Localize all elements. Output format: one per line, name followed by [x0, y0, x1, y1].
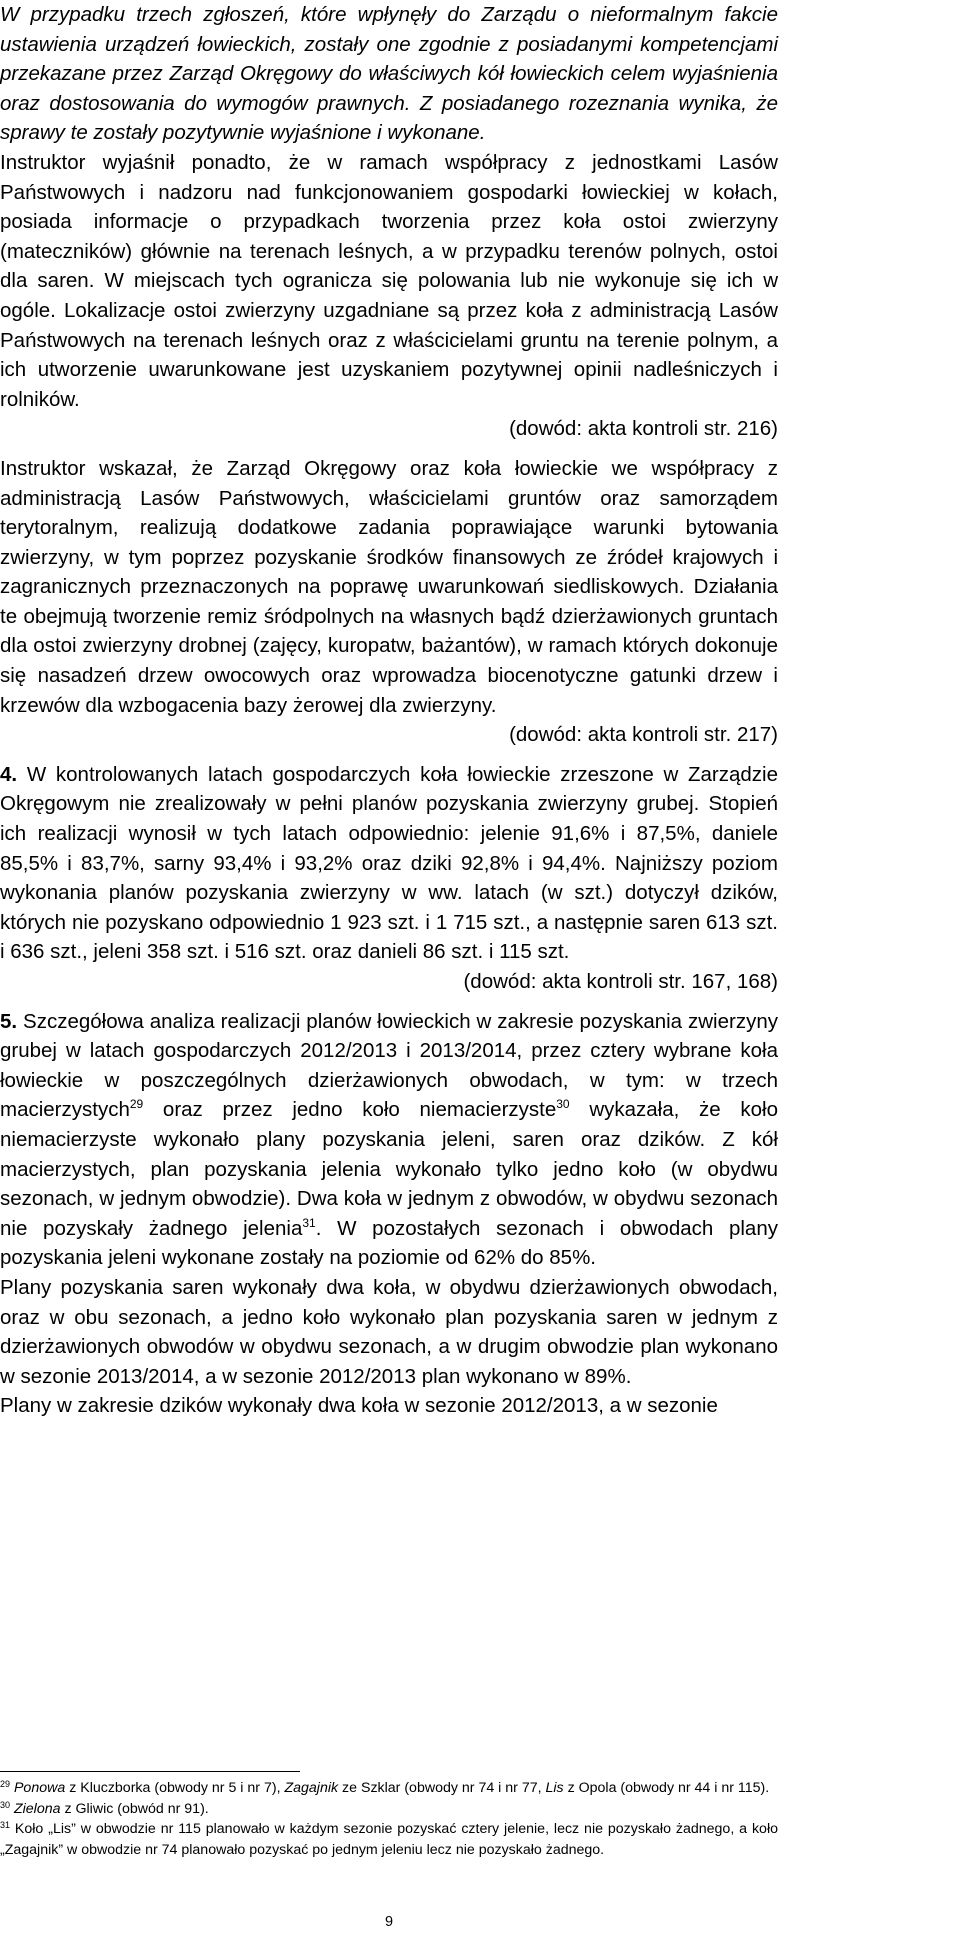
paragraph-text: . W pozostałych sezonach i obwodach plany pozyskania jeleni wykonane zostały na poziomie od 62% do 85%. [0, 1216, 778, 1270]
footnote-text: Zielona [13, 1800, 61, 1817]
page-number: 9 [384, 1914, 394, 1930]
paragraph-remizy: Instruktor wskazał, że Zarząd Okręgowy oraz koła łowieckie we współpracy z administracją Lasów Państwowych, właścicielami gruntów oraz samorządem terytoralnym, realizują dodatkowe zadania poprawiające warunki bytowania zwierzyny, w tym poprzez pozyskanie środków finansowych ze źródeł krajowych i zagranicznych przeznaczonych na poprawę uwarunkowań siedliskowych. Działania te obejmują tworzenie remiz śródpolnych na własnych bądź dzierżawionych gruntach dla ostoi zwierzyny drobnej (zajęcy, kuropatw, bażantów), w ramach których dokonuje się nasadzeń drzew owocowych oraz wprowadza biocenotyczne gatunki drzew i krzewów dla wzbogacenia bazy żerowej dla zwierzyny. [0, 456, 778, 717]
paragraph-dziki: Plany w zakresie dzików wykonały dwa koła w sezonie 2012/2013, a w sezonie [0, 1394, 718, 1418]
footnote-text: z Gliwic (obwód nr 91). [60, 1800, 209, 1817]
paragraph-text: wykazała, że koło niemacierzyste wykonało plany pozyskania jeleni, saren oraz dzików. Z kół macierzystych, plan pozyskania jelenia wykonało tylko jedno koło (w obydwu sezonach, w jednym obwodzie). Dwa koła w jednym z obwodów, w obydwu sezonach nie pozyskały żadnego jelenia [0, 1098, 778, 1240]
footnote-29 [0, 1778, 778, 1799]
paragraph-sarny: Plany pozyskania saren wykonały dwa koła, w obydwu dzierżawionych obwodach, oraz w obu sezonach, a jedno koło wykonało plan pozyskania saren w jednym z dzierżawionych obwodów w obydwu sezonach, a w drugim obwodzie plan wykonano w sezonie 2013/2014, a w sezonie 2012/2013 plan wykonano w 89%. [0, 1275, 778, 1388]
footnote-text: z Kluczborka (obwody nr 5 i nr 7), [65, 1780, 285, 1796]
paragraph-number: 4. [0, 762, 18, 786]
footnote-ref: 31 [302, 1215, 316, 1230]
footnote-number: 29 [0, 1779, 11, 1789]
footnote-30 [0, 1799, 778, 1820]
footnote-number: 30 [0, 1799, 11, 1810]
footnote-separator [0, 1771, 300, 1772]
footnote-31 [0, 1819, 778, 1860]
paragraph-text: W kontrolowanych latach gospodarczych koła łowieckie zrzeszone w Zarządzie Okręgowym nie zrealizowały w pełni planów pozyskania zwierzyny grubej. Stopień ich realizacji wynosił w tych latach odpowiednio: jelenie 91,6% i 87,5%, daniele 85,5% i 83,7%, sarny 93,4% i 93,2% oraz dziki 92,8% i 94,4%. Najniższy poziom wykonania planów pozyskania zwierzyny w ww. latach (w szt.) dotyczył dzików, których nie pozyskano odpowiednio 1 923 szt. i 1 715 szt., a następnie saren 613 szt. i 636 szt., jeleni 358 szt. i 516 szt. oraz danieli 86 szt. i 115 szt. [0, 762, 778, 964]
footnote-ref: 29 [129, 1097, 144, 1112]
paragraph-text: Szczegółowa analiza realizacji planów łowieckich w zakresie pozyskania zwierzyny grubej w latach gospodarczych 2012/2013 i 2013/2014, przez cztery wybrane koła łowieckie w poszczególnych dzierżawionych obwodach, w tym: w trzech macierzystych [0, 1009, 778, 1122]
paragraph-number: 5. [0, 1009, 18, 1033]
footnote-text: Ponowa [13, 1780, 66, 1796]
paragraph-5 [0, 1007, 778, 1273]
paragraph-4 [0, 760, 778, 967]
evidence-reference: (dowód: akta kontroli str. 167, 168) [463, 970, 778, 993]
footnote-text: ze Szklar (obwody nr 74 i nr 77, [338, 1780, 546, 1796]
footnote-text: Koło „Lis” w obwodzie nr 115 planowało w każdym sezonie pozyskać cztery jelenie, lecz nie pozyskało żadnego, a koło „Zagajnik” w obwodzie nr 74 planowało pozyskać po jednym jeleniu lecz nie pozyskało żadnego. [0, 1821, 778, 1858]
evidence-reference: (dowód: akta kontroli str. 216) [509, 417, 778, 441]
paragraph-ostoje: Instruktor wyjaśnił ponadto, że w ramach współpracy z jednostkami Lasów Państwowych i nadzoru nad funkcjonowaniem gospodarki łowieckiej w kołach, posiada informacje o przypadkach tworzenia przez koła ostoi zwierzyny (mateczników) głównie na terenach leśnych, a w przypadku terenów polnych, ostoi dla saren. W miejscach tych ogranicza się polowania lub nie wykonuje się ich w ogóle. Lokalizacje ostoi zwierzyny uzgadniane są przez koła z administracją Lasów Państwowych na terenach leśnych oraz z właścicielami gruntu na terenie polnym, a ich utworzenie uwarunkowane jest uzyskaniem pozytywnej opinii nadleśniczych i rolników. [0, 150, 778, 411]
paragraph-text: oraz przez jedno koło niemacierzyste [143, 1098, 557, 1122]
intro-paragraph: W przypadku trzech zgłoszeń, które wpłynęły do Zarządu o nieformalnym fakcie ustawienia urządzeń łowieckich, zostały one zgodnie z posiadanymi kompetencjami przekazane przez Zarząd Okręgowy do właściwych kół łowieckich celem wyjaśnienia oraz dostosowania do wymogów prawnych. Z posiadanego rozeznania wynika, że sprawy te zostały pozytywnie wyjaśnione i wykonane. [0, 3, 778, 145]
footnotes [0, 1778, 778, 1860]
footnote-text: Zagajnik [284, 1780, 339, 1796]
footnote-text: z Opola (obwody nr 44 i nr 115). [563, 1780, 770, 1796]
footnote-number: 31 [0, 1820, 11, 1830]
footnote-ref: 30 [556, 1097, 570, 1112]
footnote-text: Lis [545, 1780, 564, 1796]
evidence-reference: (dowód: akta kontroli str. 217) [509, 723, 778, 747]
